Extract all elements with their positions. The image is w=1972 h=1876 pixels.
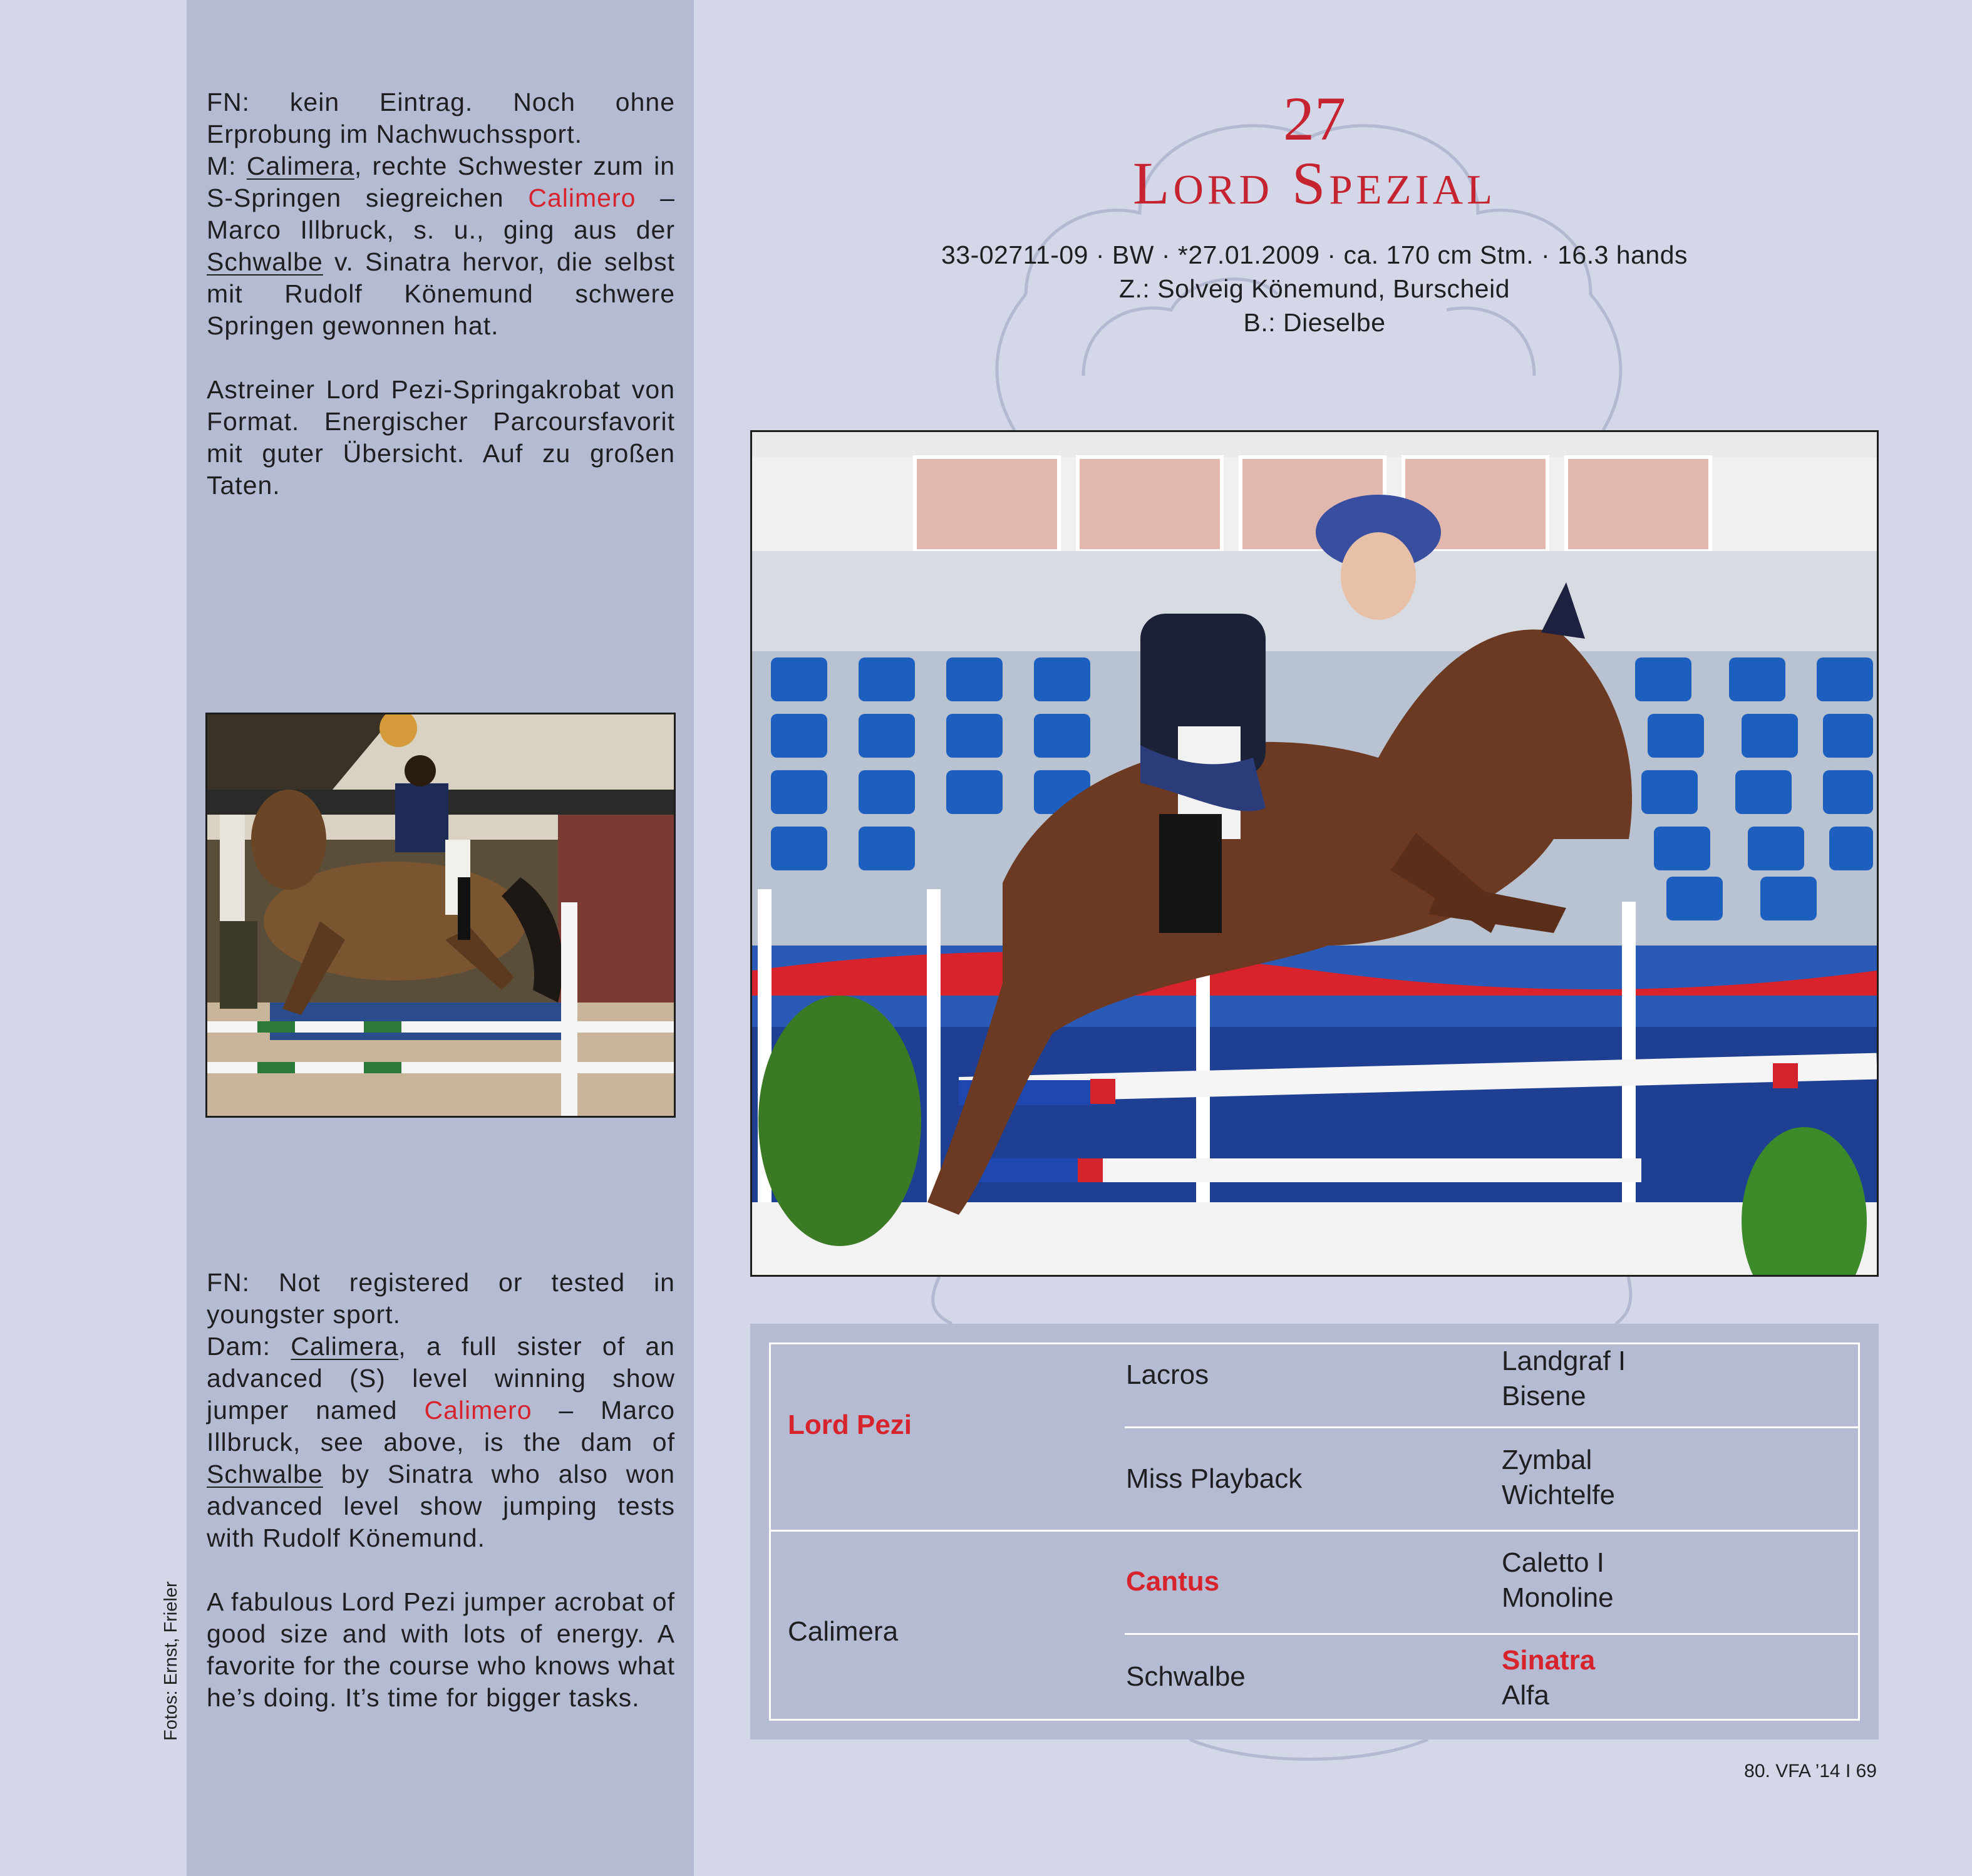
dam-info-en: Dam: Calimera, a full sister of an advanced (S) level winning show jumper named Calimero – Marco Illbruck, see above, is the dam of Schwalbe by Sinatra who also won advanced level show jumping tests with Rudolf Könemund. — [207, 1332, 676, 1552]
pedigree-divider-main — [769, 1530, 1860, 1532]
pedigree-ss-dam: Bisene — [1502, 1381, 1586, 1411]
pedigree-ds-sire: Caletto I — [1502, 1547, 1604, 1578]
granddam-link-de: Schwalbe — [207, 247, 323, 276]
pedigree-dam-dam: Schwalbe — [1126, 1661, 1246, 1692]
owner-line: B.: Dieselbe — [1243, 308, 1386, 337]
horse-name: Lord Spezial — [1132, 150, 1497, 217]
english-description — [207, 1267, 675, 1714]
photo-credit: Fotos: Ernst, Frieler — [161, 1581, 181, 1741]
pedigree-dam: Calimera — [788, 1616, 899, 1647]
dam-link-de: Calimera — [246, 152, 354, 180]
german-description — [207, 86, 675, 502]
pedigree-divider-upper — [1125, 1426, 1860, 1428]
fn-status-de: FN: kein Eintrag. Noch ohne Erprobung im Nachwuchssport. — [207, 88, 675, 148]
sibling-name-de: Calimero — [528, 183, 636, 212]
sibling-name-en: Calimero — [424, 1396, 532, 1425]
pedigree-dam-sire: Cantus — [1126, 1566, 1220, 1597]
pedigree-ds-dam: Monoline — [1502, 1582, 1614, 1613]
pedigree-sire: Lord Pezi — [788, 1410, 912, 1440]
pedigree-dd-sire: Sinatra — [1502, 1645, 1596, 1676]
page-folio: 80. VFA ’14 I 69 — [1744, 1761, 1877, 1781]
pedigree-sire-sire: Lacros — [1126, 1359, 1209, 1390]
fn-status-en: FN: Not registered or tested in youngster sport. — [207, 1268, 675, 1329]
horse-details: 33-02711-09 · BW · *27.01.2009 · ca. 170 cm Stm. · 16.3 hands — [941, 240, 1688, 269]
pedigree-table — [769, 1343, 1860, 1721]
pedigree-divider-lower — [1125, 1633, 1860, 1635]
pedigree-sd-sire: Zymbal — [1502, 1445, 1593, 1475]
small-jump-photo — [205, 713, 676, 1118]
pedigree-dd-dam: Alfa — [1502, 1680, 1549, 1711]
dam-link-en: Calimera — [291, 1332, 399, 1361]
pedigree-sire-dam: Miss Playback — [1126, 1463, 1303, 1494]
pedigree-sd-dam: Wichtelfe — [1502, 1480, 1615, 1510]
catalog-number: 27 — [1283, 84, 1346, 153]
granddam-link-en: Schwalbe — [207, 1460, 323, 1488]
breeder-line: Z.: Solveig Könemund, Burscheid — [1119, 274, 1510, 303]
main-jump-photo — [750, 430, 1879, 1277]
summary-en: A fabulous Lord Pezi jumper acrobat of good size and with lots of energy. A favorite for the course who knows what he’s doing. It’s time for bigger tasks. — [207, 1587, 675, 1712]
summary-de: Astreiner Lord Pezi-Springakrobat von Format. Energischer Parcoursfavorit mit guter Übersicht. Auf zu großen Taten. — [207, 375, 675, 500]
pedigree-ss-sire: Landgraf I — [1502, 1346, 1626, 1376]
dam-info-de: M: Calimera, rechte Schwester zum in S-Springen siegreichen Calimero – Marco Illbruck, s. u., ging aus der Schwalbe v. Sinatra hervor, die selbst mit Rudolf Könemund schwere Springen gewonnen hat. — [207, 152, 676, 340]
